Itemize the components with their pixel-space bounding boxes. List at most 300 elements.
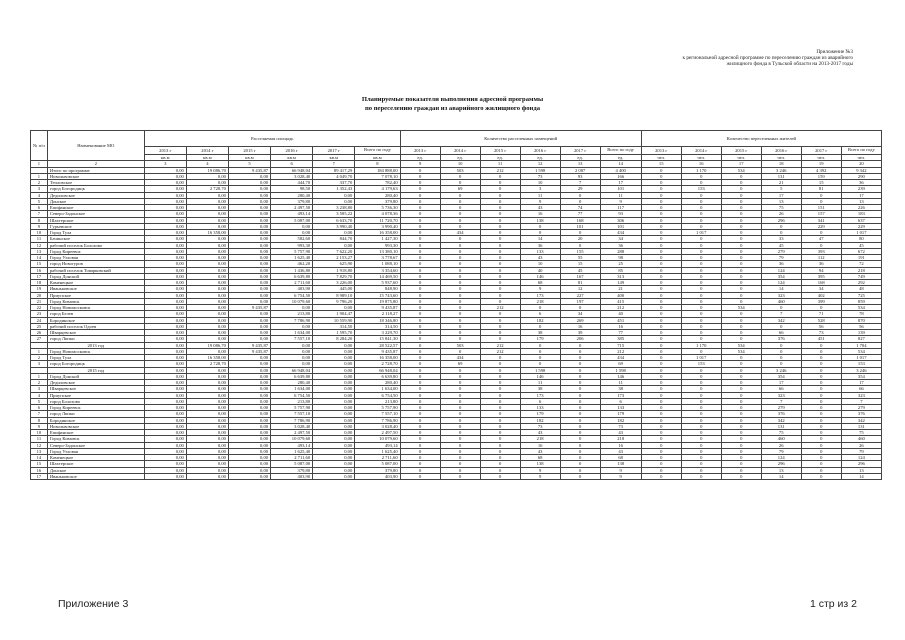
value-cell: 179 xyxy=(600,411,641,417)
value-cell: 0 xyxy=(681,255,721,261)
value-cell: 844,70 xyxy=(313,236,355,242)
value-cell: 0 xyxy=(641,411,681,417)
value-cell: 0,00 xyxy=(313,355,355,361)
value-cell: 66 xyxy=(841,386,881,392)
value-cell: 0 xyxy=(641,417,681,423)
value-cell: 269 xyxy=(560,317,600,323)
value-cell: 715 xyxy=(600,342,641,348)
value-cell: 159 xyxy=(801,173,841,179)
footer-appendix-label: Приложение 3 xyxy=(58,598,129,610)
value-cell: 0 xyxy=(721,205,761,211)
value-cell: 5 757,90 xyxy=(271,405,313,411)
municipality-cell: 2013 год xyxy=(47,342,144,348)
value-cell: 451 xyxy=(600,317,641,323)
value-cell: 184 888,00 xyxy=(355,167,400,173)
value-cell: 0 xyxy=(641,230,681,236)
value-cell: 290 xyxy=(841,173,881,179)
value-cell: 0 xyxy=(721,317,761,323)
value-cell: 182 xyxy=(520,317,560,323)
unit-header: ед. xyxy=(400,155,440,161)
value-cell: 0 xyxy=(761,355,801,361)
column-index-cell: 1 xyxy=(31,161,48,167)
value-cell: 173 xyxy=(520,292,560,298)
value-cell: 528 xyxy=(801,317,841,323)
value-cell: 0 xyxy=(801,430,841,436)
value-cell: 131 xyxy=(761,173,801,179)
value-cell: 0 xyxy=(721,323,761,329)
col-no-header: № п/п xyxy=(31,131,48,161)
year-header: 2014 г xyxy=(440,147,480,155)
municipality-cell: Каменецкое xyxy=(47,280,144,286)
value-cell: 0 xyxy=(560,392,600,398)
value-cell: 460 xyxy=(761,298,801,304)
value-cell: 0 xyxy=(641,192,681,198)
value-cell: 0,00 xyxy=(313,423,355,429)
value-cell: 0,00 xyxy=(186,173,228,179)
value-cell: 93 xyxy=(600,211,641,217)
value-cell: 0 xyxy=(801,342,841,348)
value-cell: 0 xyxy=(560,198,600,204)
value-cell: 0,00 xyxy=(313,305,355,311)
value-cell: 183 xyxy=(841,211,881,217)
municipality-cell: Иваньковское xyxy=(47,473,144,479)
value-cell: 0 xyxy=(400,217,440,223)
value-cell: 0 xyxy=(681,280,721,286)
value-cell: 9 342 xyxy=(841,167,881,173)
value-cell: 0 xyxy=(480,286,520,292)
value-cell: 0 xyxy=(721,298,761,304)
value-cell: 451 xyxy=(801,336,841,342)
value-cell: 0,00 xyxy=(144,192,186,198)
value-cell: 0 xyxy=(761,230,801,236)
value-cell: 0 xyxy=(480,255,520,261)
value-cell: 0,00 xyxy=(313,411,355,417)
value-cell: 1 598 xyxy=(600,367,641,373)
value-cell: 0,00 xyxy=(144,417,186,423)
value-cell: 4 392 xyxy=(801,167,841,173)
column-index-cell: 20 xyxy=(841,161,881,167)
document-title xyxy=(0,95,905,113)
value-cell: 0,00 xyxy=(144,392,186,398)
value-cell: 9 435,87 xyxy=(355,305,400,311)
municipality-cell: Иваньковское xyxy=(47,286,144,292)
value-cell: 337,70 xyxy=(313,180,355,186)
value-cell: 0,00 xyxy=(144,355,186,361)
value-cell: 0 xyxy=(721,198,761,204)
value-cell: 725 xyxy=(841,292,881,298)
unit-header: ед. xyxy=(560,155,600,161)
value-cell: 0 xyxy=(641,348,681,354)
municipality-cell: Город Кимовск xyxy=(47,436,144,442)
value-cell: 73 xyxy=(520,423,560,429)
value-cell: 15 xyxy=(560,261,600,267)
value-cell: 17 xyxy=(841,192,881,198)
value-cell: 5 xyxy=(761,186,801,192)
value-cell: 0,00 xyxy=(186,280,228,286)
value-cell: 0 xyxy=(400,180,440,186)
value-cell: 0,00 xyxy=(144,323,186,329)
value-cell: 3 354,60 xyxy=(355,267,400,273)
value-cell: 16 xyxy=(520,211,560,217)
value-cell: 45 xyxy=(841,242,881,248)
value-cell: 296 xyxy=(761,217,801,223)
value-cell: 0,00 xyxy=(144,436,186,442)
value-cell: 0 xyxy=(520,342,560,348)
value-cell: 0 xyxy=(400,442,440,448)
value-cell: 0 xyxy=(721,448,761,454)
value-cell: 0,00 xyxy=(186,180,228,186)
value-cell: 2 711,60 xyxy=(271,280,313,286)
value-cell: 197 xyxy=(560,298,600,304)
value-cell: 827 xyxy=(841,336,881,342)
value-cell: 0 xyxy=(440,467,480,473)
value-cell: 0 xyxy=(520,355,560,361)
value-cell: 403,90 xyxy=(271,286,313,292)
row-number-cell: 25 xyxy=(31,323,48,329)
value-cell: 0,00 xyxy=(313,448,355,454)
value-cell: 0 xyxy=(400,230,440,236)
value-cell: 0,00 xyxy=(144,380,186,386)
value-cell: 0 xyxy=(681,267,721,273)
value-cell: 0 xyxy=(801,398,841,404)
value-cell: 0 xyxy=(641,198,681,204)
value-cell: 0,00 xyxy=(228,273,270,279)
column-index-cell: 16 xyxy=(681,161,721,167)
row-number-cell: 7 xyxy=(31,411,48,417)
unit-header: кв.м xyxy=(186,155,228,161)
value-cell: 0,00 xyxy=(228,417,270,423)
value-cell: 212 xyxy=(480,305,520,311)
value-cell: 0 xyxy=(440,392,480,398)
value-cell: 0 xyxy=(721,461,761,467)
value-cell: 0 xyxy=(400,361,440,367)
value-cell: 173 xyxy=(600,392,641,398)
value-cell: 213,80 xyxy=(271,398,313,404)
value-cell: 9 xyxy=(600,467,641,473)
unit-header: чел. xyxy=(681,155,721,161)
value-cell: 0,00 xyxy=(271,361,313,367)
value-cell: 0 xyxy=(801,467,841,473)
column-index-cell: 3 xyxy=(144,161,186,167)
value-cell: 0,00 xyxy=(186,286,228,292)
value-cell: 1 625,40 xyxy=(271,448,313,454)
value-cell: 28 522,57 xyxy=(355,342,400,348)
value-cell: 0,00 xyxy=(228,317,270,323)
value-cell: 0 xyxy=(681,261,721,267)
municipality-cell: Гурьевское xyxy=(47,223,144,229)
value-cell: 0,00 xyxy=(186,292,228,298)
row-number-cell: 13 xyxy=(31,248,48,254)
value-cell: 229 xyxy=(801,223,841,229)
row-number-cell: 3 xyxy=(31,186,48,192)
value-cell: 0 xyxy=(440,211,480,217)
value-cell: 55 xyxy=(560,255,600,261)
value-cell: 0 xyxy=(480,236,520,242)
value-cell: 0 xyxy=(400,317,440,323)
value-cell: 72 xyxy=(841,261,881,267)
value-cell: 0,00 xyxy=(228,355,270,361)
value-cell: 0 xyxy=(440,405,480,411)
value-cell: 0,00 xyxy=(144,261,186,267)
municipality-cell: Город Узловая xyxy=(47,448,144,454)
value-cell: 0 xyxy=(641,248,681,254)
value-cell: 0,00 xyxy=(144,236,186,242)
row-number-cell: 21 xyxy=(31,298,48,304)
value-cell: 0 xyxy=(641,242,681,248)
value-cell: 13 xyxy=(841,198,881,204)
row-number-cell: 20 xyxy=(31,292,48,298)
value-cell: 0,00 xyxy=(144,180,186,186)
value-cell: 0,00 xyxy=(144,336,186,342)
value-cell: 20 xyxy=(560,236,600,242)
value-cell: 0 xyxy=(801,417,841,423)
value-cell: 0,00 xyxy=(186,348,228,354)
value-cell: 0,00 xyxy=(313,398,355,404)
value-cell: 0,00 xyxy=(144,167,186,173)
value-cell: 26 xyxy=(841,442,881,448)
value-cell: 0 xyxy=(520,230,560,236)
value-cell: 0 xyxy=(560,361,600,367)
value-cell: 0 xyxy=(440,217,480,223)
value-cell: 0 xyxy=(440,411,480,417)
value-cell: 0,00 xyxy=(144,242,186,248)
value-cell: 0 xyxy=(400,373,440,379)
value-cell: 0 xyxy=(560,230,600,236)
value-cell: 993,30 xyxy=(271,242,313,248)
municipality-cell: Новольвовское xyxy=(47,423,144,429)
value-cell: 0 xyxy=(480,423,520,429)
value-cell: 0,00 xyxy=(313,192,355,198)
value-cell: 0 xyxy=(480,211,520,217)
value-cell: 342 xyxy=(841,417,881,423)
value-cell: 0 xyxy=(681,398,721,404)
value-cell: 0 xyxy=(721,473,761,479)
value-cell: 0 xyxy=(681,442,721,448)
value-cell: 80 xyxy=(841,236,881,242)
value-cell: 0,00 xyxy=(271,355,313,361)
municipality-cell: Город Донской xyxy=(47,273,144,279)
row-number-cell: 14 xyxy=(31,255,48,261)
value-cell: 0 xyxy=(480,292,520,298)
value-cell: 0 xyxy=(801,473,841,479)
municipality-cell: Тепловское xyxy=(47,180,144,186)
value-cell: 0 xyxy=(440,473,480,479)
value-cell: 503 xyxy=(440,167,480,173)
value-cell: 0 xyxy=(440,242,480,248)
value-cell: 7 786,90 xyxy=(271,317,313,323)
value-cell: 288 xyxy=(600,248,641,254)
value-cell: 0 xyxy=(641,261,681,267)
row-number-cell: 12 xyxy=(31,442,48,448)
value-cell: 0 xyxy=(641,330,681,336)
value-cell: 0,00 xyxy=(313,430,355,436)
value-cell: 0,00 xyxy=(228,405,270,411)
value-cell: 323 xyxy=(761,392,801,398)
value-cell: 0,00 xyxy=(313,367,355,373)
value-cell: 138 xyxy=(600,461,641,467)
value-cell: 0 xyxy=(641,380,681,386)
value-cell: 0,00 xyxy=(144,255,186,261)
value-cell: 17 xyxy=(841,380,881,386)
value-cell: 870 xyxy=(841,317,881,323)
value-cell: 0 xyxy=(440,461,480,467)
appendix-line: Приложение №3 xyxy=(816,49,853,55)
value-cell: 0,00 xyxy=(186,223,228,229)
value-cell: 101 xyxy=(560,223,600,229)
value-cell: 9 435,87 xyxy=(228,167,270,173)
value-cell: 0 xyxy=(480,392,520,398)
value-cell: 212 xyxy=(600,305,641,311)
value-cell: 0 xyxy=(721,455,761,461)
value-cell: 403,90 xyxy=(271,473,313,479)
row-number-cell: 1 xyxy=(31,348,48,354)
row-number-cell: 1 xyxy=(31,373,48,379)
value-cell: 9 435,87 xyxy=(228,342,270,348)
value-cell: 376 xyxy=(841,411,881,417)
value-cell: 0,00 xyxy=(186,380,228,386)
value-cell: 0,00 xyxy=(144,248,186,254)
value-cell: 0 xyxy=(480,198,520,204)
value-cell: 342 xyxy=(761,317,801,323)
value-cell: 0 xyxy=(480,367,520,373)
column-index-cell: 5 xyxy=(228,161,270,167)
value-cell: 0 xyxy=(641,298,681,304)
value-cell: 0,00 xyxy=(186,405,228,411)
value-cell: 445,00 xyxy=(313,286,355,292)
value-cell: 0 xyxy=(721,467,761,473)
value-cell: 0 xyxy=(480,417,520,423)
value-cell: 10 079,60 xyxy=(271,298,313,304)
value-cell: 17 xyxy=(761,380,801,386)
municipality-cell: Приупское xyxy=(47,292,144,298)
value-cell: 848,90 xyxy=(355,286,400,292)
value-cell: 0 xyxy=(641,311,681,317)
value-cell: 0 xyxy=(560,367,600,373)
value-cell: 0 xyxy=(400,473,440,479)
value-cell: 0,00 xyxy=(228,298,270,304)
municipality-cell: Итого по программе xyxy=(47,167,144,173)
value-cell: 146 xyxy=(520,373,560,379)
municipality-cell: Шахтерское xyxy=(47,217,144,223)
year-header: 2015 г xyxy=(721,147,761,155)
value-cell: 0,00 xyxy=(144,205,186,211)
value-cell: 0,00 xyxy=(228,236,270,242)
value-cell: 0,00 xyxy=(228,411,270,417)
row-number-cell: 15 xyxy=(31,461,48,467)
value-cell: 168 xyxy=(560,217,600,223)
municipality-cell: Приупское xyxy=(47,392,144,398)
municipality-cell: Шварцевское xyxy=(47,330,144,336)
value-cell: 0,00 xyxy=(144,292,186,298)
value-cell: 0 xyxy=(721,442,761,448)
value-cell: 0 xyxy=(681,467,721,473)
value-cell: 0 xyxy=(400,430,440,436)
value-cell: 0 xyxy=(721,230,761,236)
value-cell: 0 xyxy=(721,392,761,398)
value-cell: 0 xyxy=(641,211,681,217)
value-cell: 2 497,50 xyxy=(355,430,400,436)
value-cell: 0,00 xyxy=(228,323,270,329)
value-cell: 1 918,80 xyxy=(313,267,355,273)
value-cell: 0 xyxy=(440,261,480,267)
column-index-cell: 8 xyxy=(355,161,400,167)
value-cell: 1 017 xyxy=(681,355,721,361)
municipality-cell: Город Кимовск xyxy=(47,298,144,304)
value-cell: 0,00 xyxy=(144,198,186,204)
value-cell: 0,00 xyxy=(144,398,186,404)
value-cell: 376 xyxy=(761,411,801,417)
value-cell: 0 xyxy=(681,173,721,179)
value-cell: 0 xyxy=(721,223,761,229)
value-cell: 859 xyxy=(841,298,881,304)
value-cell: 314,50 xyxy=(313,323,355,329)
value-cell: 66 948,04 xyxy=(271,167,313,173)
value-cell: 138 xyxy=(520,217,560,223)
municipality-cell: Шварцевское xyxy=(47,386,144,392)
value-cell: 0,00 xyxy=(313,455,355,461)
value-cell: 0 xyxy=(681,461,721,467)
column-index-cell: 6 xyxy=(271,161,313,167)
row-number-cell: 27 xyxy=(31,336,48,342)
value-cell: 5 087,00 xyxy=(271,461,313,467)
value-cell: 0 xyxy=(641,398,681,404)
value-cell: 493,14 xyxy=(355,442,400,448)
value-cell: 0,00 xyxy=(313,380,355,386)
value-cell: 0,00 xyxy=(313,386,355,392)
value-cell: 98 xyxy=(600,255,641,261)
value-cell: 0 xyxy=(520,348,560,354)
value-cell: 16 358,00 xyxy=(355,230,400,236)
value-cell: 0 xyxy=(681,423,721,429)
year-header: 2013 г xyxy=(641,147,681,155)
value-cell: 3 246 xyxy=(841,367,881,373)
value-cell: 0 xyxy=(681,248,721,254)
value-cell: 0 xyxy=(721,248,761,254)
value-cell: 16 358,00 xyxy=(355,355,400,361)
value-cell: 36 xyxy=(841,180,881,186)
value-cell: 0,00 xyxy=(271,348,313,354)
value-cell: 0 xyxy=(721,255,761,261)
value-cell: 26 xyxy=(761,211,801,217)
value-cell: 6 754,50 xyxy=(271,292,313,298)
value-cell: 10 559,90 xyxy=(313,317,355,323)
value-cell: 0 xyxy=(721,398,761,404)
value-cell: 0 xyxy=(681,336,721,342)
value-cell: 0,00 xyxy=(228,386,270,392)
value-cell: 280,40 xyxy=(355,192,400,198)
municipality-cell: город Липки xyxy=(47,411,144,417)
value-cell: 0 xyxy=(721,180,761,186)
value-cell: 1 170 xyxy=(681,167,721,173)
row-number-cell: 5 xyxy=(31,398,48,404)
value-cell: 0 xyxy=(681,405,721,411)
value-cell: 0,00 xyxy=(144,280,186,286)
row-number-cell: 3 xyxy=(31,386,48,392)
value-cell: 625,90 xyxy=(313,261,355,267)
value-cell: 0 xyxy=(480,448,520,454)
value-cell: 379,80 xyxy=(271,467,313,473)
column-index-cell: 11 xyxy=(480,161,520,167)
year-header: 2014 г xyxy=(681,147,721,155)
value-cell: 3 226,00 xyxy=(313,280,355,286)
value-cell: 342 xyxy=(761,417,801,423)
value-cell: 0,00 xyxy=(186,455,228,461)
row-number-cell: 7 xyxy=(31,211,48,217)
value-cell: 0,00 xyxy=(228,436,270,442)
value-cell: 0,00 xyxy=(313,436,355,442)
value-cell: 10 079,60 xyxy=(271,436,313,442)
value-cell: 0,00 xyxy=(186,255,228,261)
